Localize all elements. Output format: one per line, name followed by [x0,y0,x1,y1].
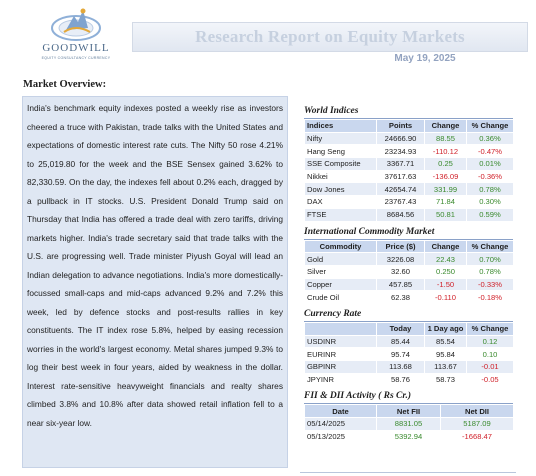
table-row [305,348,514,361]
goodwill-logo [30,4,122,66]
fii-dii-table [304,404,514,443]
table-row [305,265,514,278]
table-cell: GBPINR [305,361,377,374]
table-cell: 85.44 [377,335,425,348]
table-cell: 457.85 [377,278,425,291]
table-row [305,253,514,266]
table-cell: -1.50 [425,278,467,291]
table-cell: 0.78% [467,265,514,278]
col-header: Change [425,120,467,133]
table-cell: -0.36% [467,170,514,183]
table-cell: 0.12 [467,335,514,348]
table-cell: 58.76 [377,373,425,386]
table-row [305,291,514,304]
table-cell: Gold [305,253,377,266]
table-cell: 95.84 [425,348,467,361]
col-header: Change [425,240,467,253]
table-cell: Silver [305,265,377,278]
table-cell: 50.81 [425,208,467,221]
table-cell: -0.47% [467,145,514,158]
table-cell: Hang Seng [305,145,377,158]
table-row [305,158,514,171]
bottom-divider [300,472,516,473]
table-cell: -0.33% [467,278,514,291]
table-cell: 42654.74 [377,183,425,196]
table-cell: 5392.94 [377,430,441,443]
table-cell: JPYINR [305,373,377,386]
table-cell: 58.73 [425,373,467,386]
market-data-column [304,104,513,443]
col-header: % Change [467,240,514,253]
table-cell: 331.99 [425,183,467,196]
table-row [305,278,514,291]
col-header: Indices [305,120,377,133]
table-cell: -110.12 [425,145,467,158]
table-cell: -0.01 [467,361,514,374]
table-cell: -0.18% [467,291,514,304]
world-indices-rows [305,132,514,221]
table-cell: DAX [305,196,377,209]
table-row [305,170,514,183]
table-cell: USDINR [305,335,377,348]
table-header-row [305,240,514,253]
table-cell: 113.68 [377,361,425,374]
table-cell: -1668.47 [441,430,514,443]
table-cell: Dow Jones [305,183,377,196]
table-cell: 0.25 [425,158,467,171]
table-row [305,361,514,374]
col-header [305,322,377,335]
table-header-row [305,405,514,418]
table-row [305,183,514,196]
table-cell: -0.110 [425,291,467,304]
table-cell: Nifty [305,132,377,145]
table-cell: 32.60 [377,265,425,278]
table-cell: Crude Oil [305,291,377,304]
table-cell: EURINR [305,348,377,361]
table-row [305,145,514,158]
col-header: Net DII [441,405,514,418]
table-cell: -136.09 [425,170,467,183]
table-cell: 0.10 [467,348,514,361]
commodity-rows [305,253,514,304]
table-cell: 5187.09 [441,418,514,431]
commodity-table [304,240,514,304]
table-cell: 05/14/2025 [305,418,377,431]
table-cell: 8684.56 [377,208,425,221]
col-header: Price ($) [377,240,425,253]
col-header: % Change [467,322,514,335]
table-cell: 62.38 [377,291,425,304]
col-header: Net FII [377,405,441,418]
currency-rate-title: Currency Rate [304,307,513,322]
table-cell: 0.36% [467,132,514,145]
market-overview-text: India's benchmark equity indexes posted a weekly rise as investors cheered a truce with Pakistan, trade talks with the United States and expectations of domestic interest rate cuts. The Nifty 50 rose 4.21% to 25,019.80 for the week and the BSE Sensex gained 3.62% to 82,330.59. On the day, the indexes fell about 0.2% each, dragged by a pullback in IT stocks. U.S. President Donald Trump said on Thursday that India has offered a trade deal with zero tariffs, driving markets higher. India's trade secretary said that trade talks with the U.S. are progressing well. Trade minister Piyush Goyal will lead an Indian delegation to advance negotiations. India's more domestically-focussed small-caps and mid-caps advanced 9.2% and 7.2% this week, led by defence stocks and post-results rallies in key constituents. The IT index rose 5.8%, helped by easing recession worries in the world's largest economy. Metal shares jumped 9.3% to log their best week in four years, aided by weakness in the dollar. Interest rate-sensitive heavyweight financials and realty shares climbed 3.8% and 10.8% after data showed retail inflation fell to a near six-year low. [22,96,288,468]
table-cell: 24666.90 [377,132,425,145]
currency-table [304,322,514,386]
commodity-market-title: International Commodity Market [304,225,513,240]
table-cell: Copper [305,278,377,291]
logo-name: GOODWILL [42,42,110,54]
table-row [305,418,514,431]
report-header [0,0,536,72]
world-indices-table [304,119,514,222]
table-row [305,335,514,348]
report-date: May 19, 2025 [394,53,456,64]
fii-dii-rows [305,418,514,443]
table-cell: -0.05 [467,373,514,386]
table-cell: 05/13/2025 [305,430,377,443]
table-cell: 8831.05 [377,418,441,431]
currency-rows [305,335,514,386]
market-overview-heading: Market Overview: [23,79,107,90]
table-cell: 71.84 [425,196,467,209]
table-cell: Nikkei [305,170,377,183]
report-title: Research Report on Equity Markets [195,27,465,46]
table-cell: 0.78% [467,183,514,196]
table-cell: 88.55 [425,132,467,145]
table-header-row [305,120,514,133]
table-cell: 0.70% [467,253,514,266]
table-header-row [305,322,514,335]
table-cell: 23767.43 [377,196,425,209]
col-header: Points [377,120,425,133]
table-row [305,196,514,209]
fii-dii-title: FII & DII Activity ( Rs Cr.) [304,389,513,404]
goodwill-logo-icon [50,4,102,44]
table-cell: 113.67 [425,361,467,374]
table-row [305,132,514,145]
table-cell: 3226.08 [377,253,425,266]
logo-tagline: EQUITY CONSULTANCY CURRENCY [41,56,111,60]
table-cell: 22.43 [425,253,467,266]
table-row [305,373,514,386]
table-cell: FTSE [305,208,377,221]
table-cell: 85.54 [425,335,467,348]
table-row [305,208,514,221]
table-cell: 0.59% [467,208,514,221]
col-header: % Change [467,120,514,133]
table-cell: 0.30% [467,196,514,209]
col-header: Date [305,405,377,418]
table-cell: 0.01% [467,158,514,171]
col-header: 1 Day ago [425,322,467,335]
table-row [305,430,514,443]
table-cell: SSE Composite [305,158,377,171]
world-indices-title: World Indices [304,104,513,119]
report-title-bar [132,22,528,52]
table-cell: 37617.63 [377,170,425,183]
table-cell: 23234.93 [377,145,425,158]
table-cell: 0.250 [425,265,467,278]
col-header: Commodity [305,240,377,253]
table-cell: 3367.71 [377,158,425,171]
table-cell: 95.74 [377,348,425,361]
col-header: Today [377,322,425,335]
